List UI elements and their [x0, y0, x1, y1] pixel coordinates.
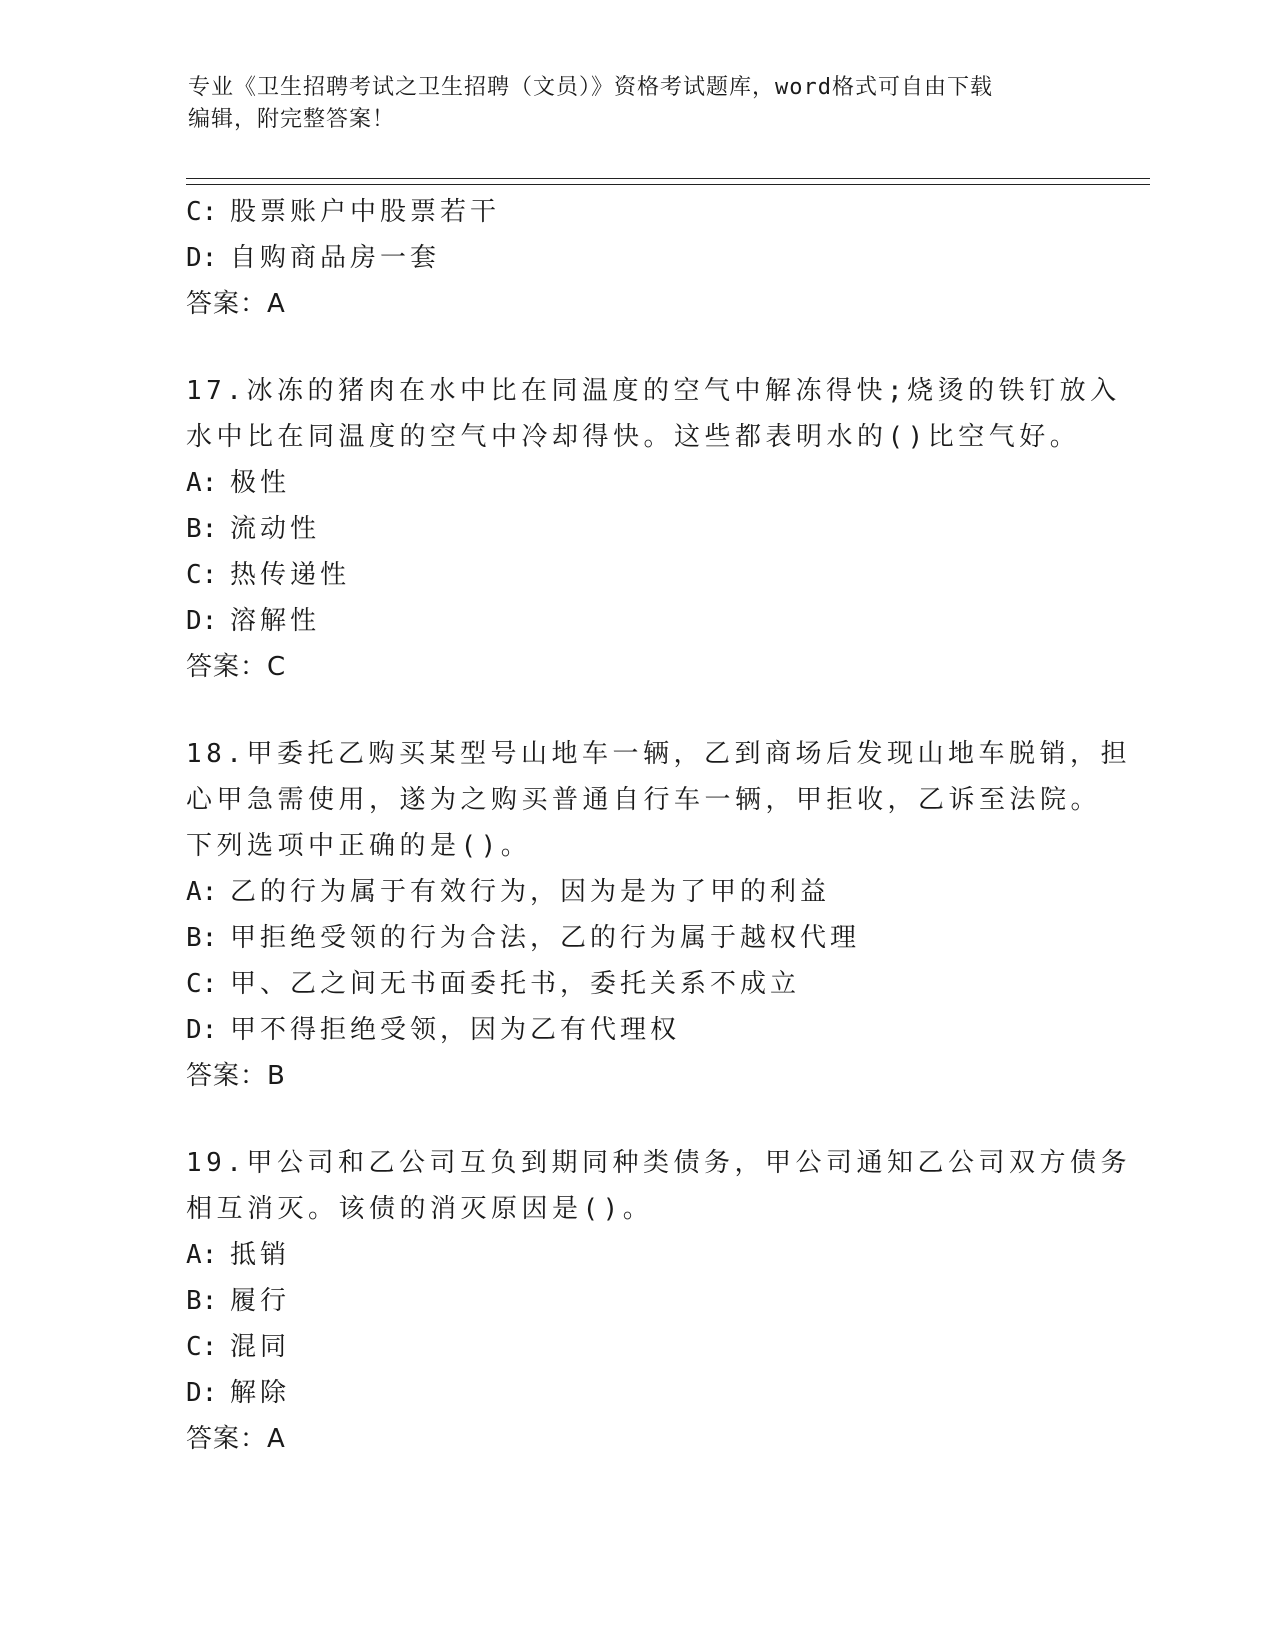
option — [186, 915, 1086, 961]
answer-line: 答案：C — [186, 652, 287, 682]
header-divider — [186, 184, 1150, 185]
option — [186, 869, 1086, 915]
question-text: 18.甲委托乙购买某型号山地车一辆，乙到商场后发现山地车脱销，担 — [186, 739, 1131, 769]
option-letter: B: — [186, 1286, 218, 1316]
question-block — [186, 731, 1131, 1099]
option-letter: D: — [186, 1378, 218, 1408]
option-letter: B: — [186, 923, 218, 953]
option-letter: C: — [186, 197, 218, 227]
option-text: 甲不得拒绝受领，因为乙有代理权 — [230, 1015, 681, 1045]
option-letter: C: — [186, 969, 218, 999]
question-text: 19.甲公司和乙公司互负到期同种类债务，甲公司通知乙公司双方债务 — [186, 1148, 1131, 1178]
question-block — [186, 1140, 1131, 1462]
question-text: 相互消灭。该债的消灭原因是()。 — [186, 1194, 654, 1224]
answer-line: 答案：B — [186, 1061, 286, 1091]
document-header — [188, 72, 1088, 136]
option-text: 热传递性 — [230, 560, 351, 590]
question-block — [186, 189, 1086, 327]
answer-line: 答案：A — [186, 289, 286, 319]
option — [186, 552, 1086, 598]
option-text: 混同 — [230, 1332, 291, 1362]
option-text: 极性 — [230, 468, 291, 498]
header-line: 编辑，附完整答案！ — [188, 107, 396, 132]
question-text: 17.冰冻的猪肉在水中比在同温度的空气中解冻得快;烧烫的铁钉放入 — [186, 376, 1121, 406]
option-text: 股票账户中股票若干 — [230, 197, 501, 227]
option-letter: A: — [186, 1240, 218, 1270]
option-letter: A: — [186, 877, 218, 907]
option — [186, 506, 1086, 552]
option-text: 抵销 — [230, 1240, 291, 1270]
question-text: 水中比在同温度的空气中冷却得快。这些都表明水的()比空气好。 — [186, 422, 1081, 452]
option — [186, 961, 1086, 1007]
option — [186, 189, 1086, 235]
option-letter: C: — [186, 560, 218, 590]
option — [186, 1370, 1086, 1416]
header-divider — [186, 178, 1150, 179]
option-text: 流动性 — [230, 514, 321, 544]
option — [186, 1324, 1086, 1370]
option-text: 溶解性 — [230, 606, 321, 636]
question-block — [186, 368, 1121, 690]
option — [186, 598, 1086, 644]
option-letter: D: — [186, 1015, 218, 1045]
option — [186, 1232, 1086, 1278]
option — [186, 1278, 1086, 1324]
option-text: 甲拒绝受领的行为合法，乙的行为属于越权代理 — [230, 923, 861, 953]
option-text: 自购商品房一套 — [230, 243, 441, 273]
answer-line: 答案：A — [186, 1424, 286, 1454]
option-text: 履行 — [230, 1286, 291, 1316]
question-list — [186, 189, 1131, 1462]
option-text: 甲、乙之间无书面委托书，委托关系不成立 — [230, 969, 801, 999]
question-text: 下列选项中正确的是()。 — [186, 831, 532, 861]
option-text: 解除 — [230, 1378, 291, 1408]
option-letter: C: — [186, 1332, 218, 1362]
header-line: 专业《卫生招聘考试之卫生招聘（文员）》资格考试题库，word格式可自由下载 — [188, 75, 993, 100]
option-text: 乙的行为属于有效行为，因为是为了甲的利益 — [230, 877, 831, 907]
option — [186, 1007, 1086, 1053]
option — [186, 460, 1086, 506]
option-letter: A: — [186, 468, 218, 498]
option-letter: D: — [186, 243, 218, 273]
option-letter: B: — [186, 514, 218, 544]
option — [186, 235, 1086, 281]
question-text: 心甲急需使用，遂为之购买普通自行车一辆，甲拒收，乙诉至法院。 — [186, 785, 1102, 815]
option-letter: D: — [186, 606, 218, 636]
